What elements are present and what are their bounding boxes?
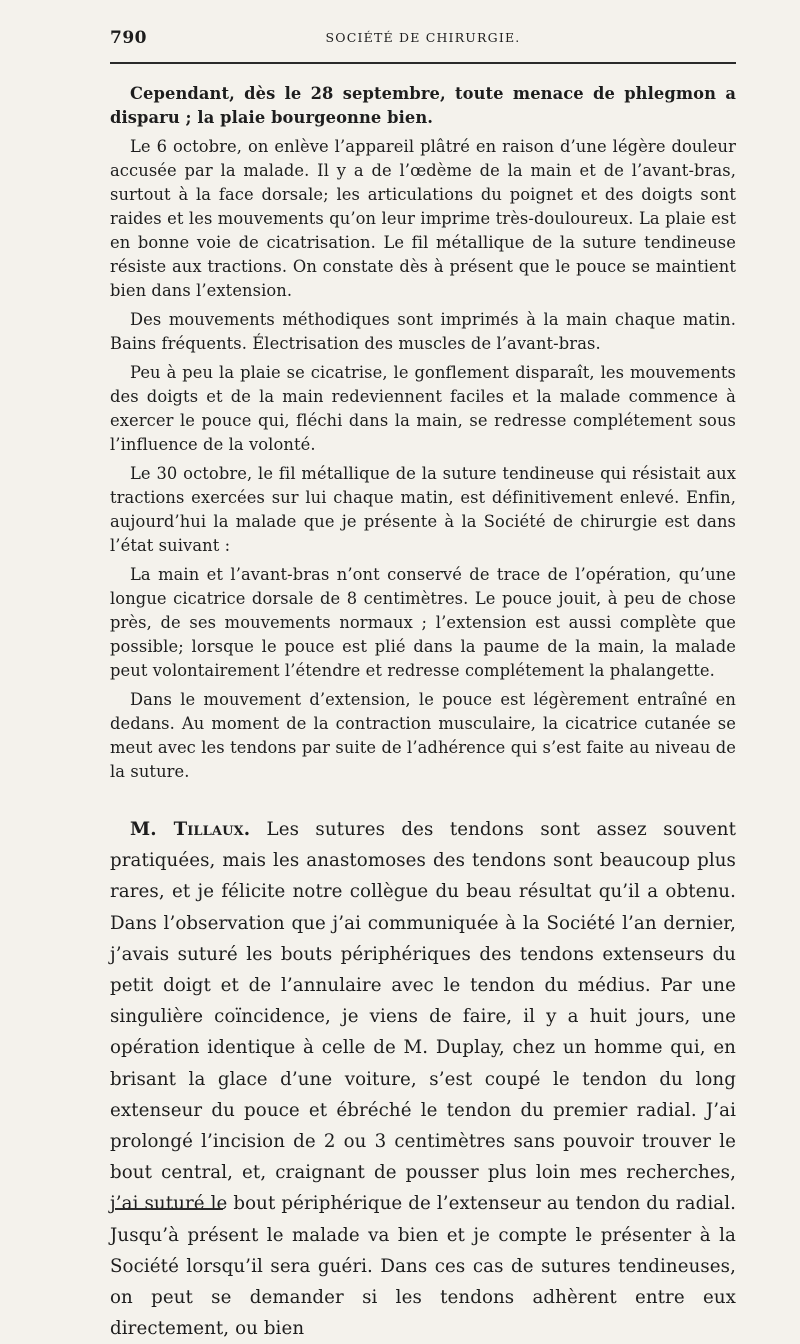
- discussion: [110, 814, 736, 1344]
- footer-rule: [115, 1208, 223, 1210]
- paragraph: Dans le mouvement d’extension, le pouce est légèrement entraîné en dedans. Au moment de la contraction musculaire, la cicatrice cutanée se meut avec les tendons par suite de l’adhérence qui s’est faite au niveau de la suture.: [110, 690, 736, 781]
- header-rule: [110, 62, 736, 64]
- discussion-paragraph: [110, 814, 736, 1344]
- paragraph: La main et l’avant-bras n’ont conservé de trace de l’opération, qu’une longue cicatrice dorsale de 8 centimètres. Le pouce jouit, à peu de chose près, de ses mouvements normaux ; l’extension est aussi complète que possible; lorsque le pouce est plié dans la paume de la main, la malade peut volontairement l’étendre et redresse complétement la phalangette.: [110, 565, 736, 680]
- case-report: [110, 82, 736, 784]
- paragraph: Peu à peu la plaie se cicatrise, le gonflement disparaît, les mouvements des doigts et de la main redeviennent faciles et la malade commence à exercer le pouce qui, fléchi dans la main, se redresse complétement sous l’influence de la volonté.: [110, 363, 736, 454]
- paragraph: Le 30 octobre, le fil métallique de la suture tendineuse qui résistait aux tractions exercées sur lui chaque matin, est définitivement enlevé. Enfin, aujourd’hui la malade que je présente à la Société de chirurgie est dans l’état suivant :: [110, 464, 736, 555]
- running-head: [110, 28, 736, 52]
- paragraph: Des mouvements méthodiques sont imprimés à la main chaque matin. Bains fréquents. Électrisation des muscles de l’avant-bras.: [110, 310, 736, 353]
- paragraph: Le 6 octobre, on enlève l’appareil plâtré en raison d’une légère douleur accusée par la malade. Il y a de l’œdème de la main et de l’avant-bras, surtout à la face dorsale; les articulations du poignet et des doigts sont raides et les mouvements qu’on leur imprime très-douloureux. La plaie est en bonne voie de cicatrisation. Le fil métallique de la suture tendineuse résiste aux tractions. On constate dès à présent que le pouce se maintient bien dans l’extension.: [110, 137, 736, 300]
- discussion-text: Les sutures des tendons sont assez souvent pratiquées, mais les anastomoses des tendons sont beaucoup plus rares, et je félicite notre collègue du beau résultat qu’il a obtenu. Dans l’observation que j’ai communiquée à la Société l’an dernier, j’avais suturé les bouts périphériques des tendons extenseurs du petit doigt et de l’annulaire avec le tendon du médius. Par une singulière coïncidence, je viens de faire, il y a huit jours, une opération identique à celle de M. Duplay, chez un homme qui, en brisant la glace d’une voiture, s’est coupé le tendon du long extenseur du pouce et ébréché le tendon du premier radial. J’ai prolongé l’incision de 2 ou 3 centimètres sans pouvoir trouver le bout central, et, craignant de pousser plus loin mes recherches, j’ai suturé le bout périphérique de l’extenseur au tendon du radial. Jusqu’à présent le malade va bien et je compte le présenter à la Société lorsqu’il sera guéri. Dans ces cas de sutures tendineuses, on peut se demander si les tendons adhèrent entre eux directement, ou bien: [110, 819, 736, 1340]
- running-title: SOCIÉTÉ DE CHIRURGIE.: [325, 30, 521, 45]
- paragraph: Cependant, dès le 28 septembre, toute menace de phlegmon a disparu ; la plaie bourgeonne bien.: [110, 84, 736, 127]
- page-number: 790: [110, 28, 147, 48]
- speaker-name: M. Tillaux.: [130, 819, 251, 840]
